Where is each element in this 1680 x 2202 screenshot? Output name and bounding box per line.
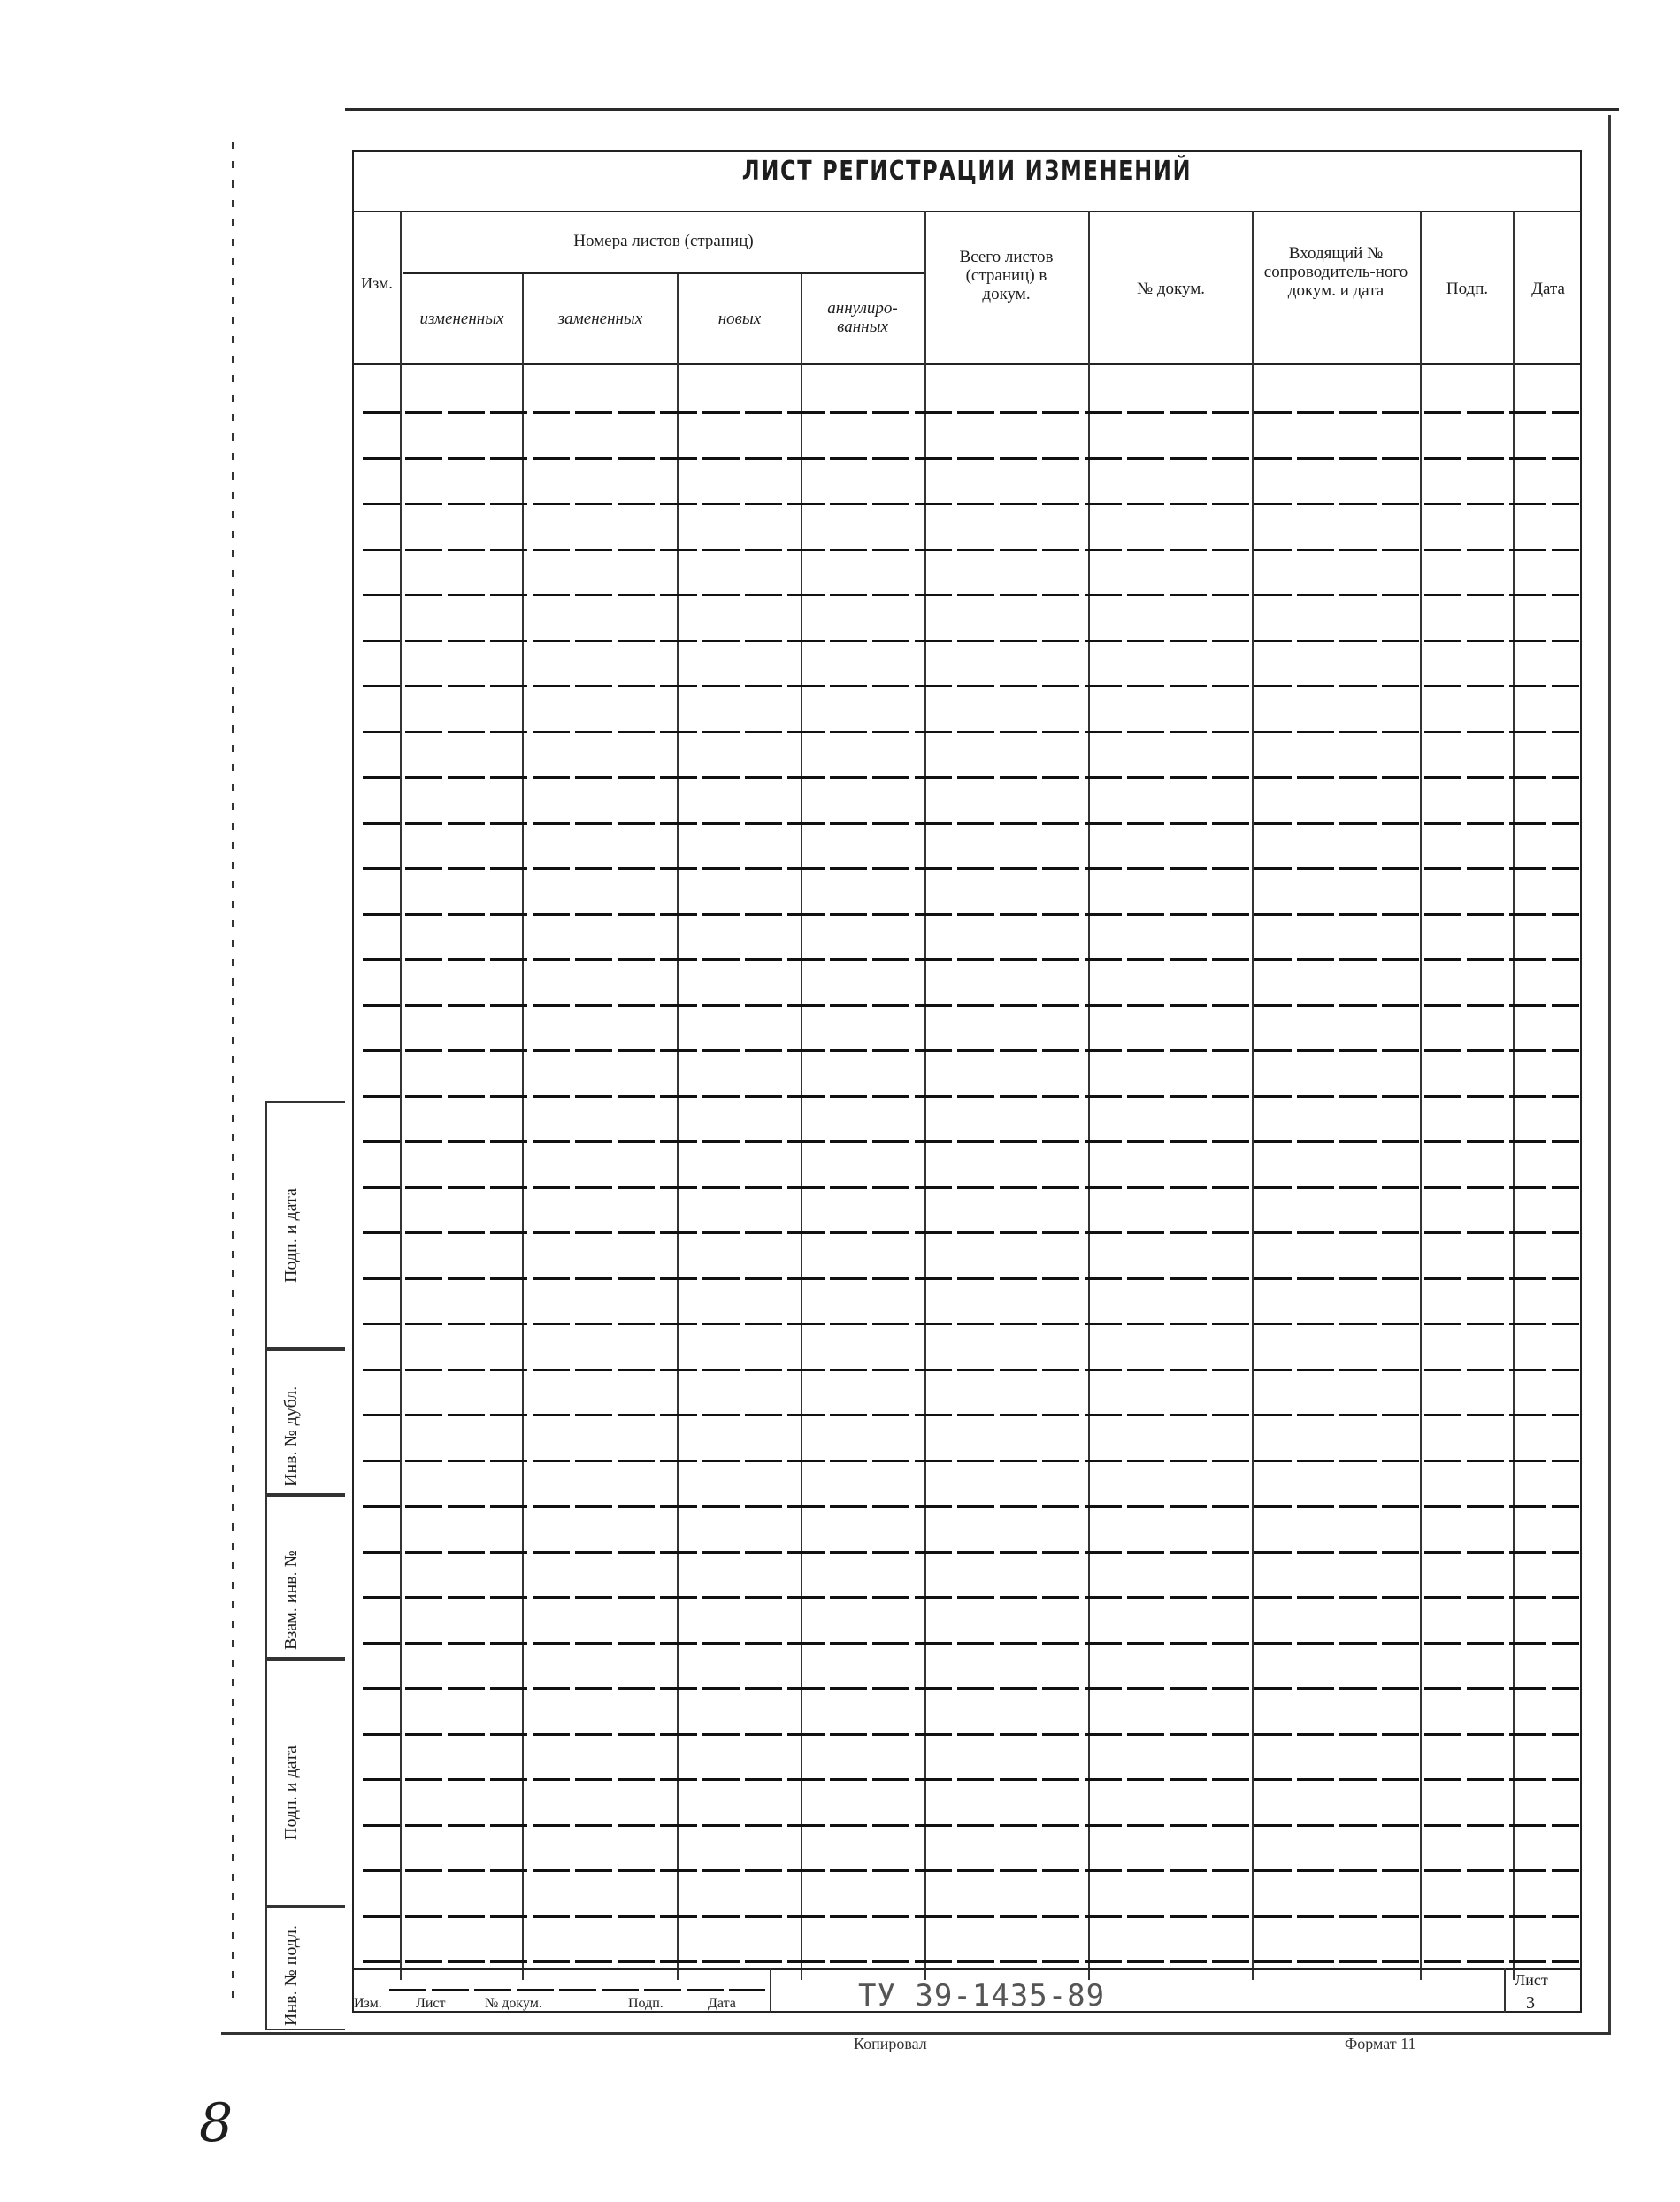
handwritten-page-number: 8 <box>199 2092 234 2154</box>
header-izm: Изм. <box>361 274 393 292</box>
table-row <box>363 1186 1579 1189</box>
title-divider <box>352 211 1582 212</box>
table-row <box>363 1369 1579 1371</box>
header-bottom-line <box>352 363 1582 365</box>
outer-frame-right <box>1608 115 1611 2035</box>
side-label-sign-date-bottom: Подп. и дата <box>281 1745 301 1840</box>
title-block-row <box>389 1989 765 1991</box>
table-row <box>363 411 1579 414</box>
table-row <box>363 867 1579 870</box>
stamp-izm: Изм. <box>354 1996 382 2011</box>
table-row <box>363 1460 1579 1462</box>
table-row <box>363 1505 1579 1508</box>
table-row <box>363 594 1579 596</box>
header-doc-number: № докум. <box>1136 280 1206 298</box>
table-row <box>363 457 1579 460</box>
header-total-sheets: Всего листов (страниц) в докум. <box>959 248 1054 303</box>
stamp-box-sign-date-bottom <box>265 1659 345 1907</box>
document-code: ТУ 39-1435-89 <box>858 1978 1106 2014</box>
footer-copied: Копировал <box>854 2035 927 2052</box>
table-row <box>363 1733 1579 1736</box>
table-row <box>363 1824 1579 1827</box>
header-annulled: аннулиро-ванных <box>827 299 898 336</box>
stamp-box-inv-podl <box>265 1907 345 2030</box>
footer-format: Формат 11 <box>1345 2035 1416 2052</box>
header-date: Дата <box>1531 280 1565 298</box>
header-changed: измененных <box>419 310 504 328</box>
table-row <box>363 1414 1579 1416</box>
col-line-new <box>801 274 802 1980</box>
table-row <box>363 1140 1579 1143</box>
table-row <box>363 1277 1579 1280</box>
header-new: новых <box>717 310 762 328</box>
table-row <box>363 1004 1579 1007</box>
stamp-box-sign-date-top <box>265 1101 345 1349</box>
table-row <box>363 913 1579 916</box>
table-row <box>363 1778 1579 1781</box>
numbers-group-divider <box>403 272 924 274</box>
table-row <box>363 1049 1579 1052</box>
table-row <box>363 958 1579 961</box>
header-signature: Подп. <box>1446 280 1489 298</box>
table-row <box>363 731 1579 733</box>
header-replaced: замененных <box>557 310 643 328</box>
table-row <box>363 822 1579 825</box>
col-line-changed <box>522 274 524 1980</box>
table-row <box>363 1095 1579 1098</box>
table-row <box>363 1551 1579 1554</box>
title-block-top <box>352 1968 1582 1970</box>
stamp-box-inv-dubl <box>265 1349 345 1495</box>
table-row <box>363 1642 1579 1645</box>
stamp-doc-no: № докум. <box>485 1996 542 2011</box>
table-row <box>363 1323 1579 1325</box>
sheet-title: ЛИСТ РЕГИСТРАЦИИ ИЗМЕНЕНИЙ <box>741 156 1193 187</box>
table-row <box>363 1596 1579 1599</box>
table-row <box>363 549 1579 551</box>
header-numbers-group: Номера листов (страниц) <box>573 232 754 250</box>
table-row <box>363 776 1579 779</box>
table-row <box>363 1915 1579 1918</box>
side-label-inv-podl: Инв. № подл. <box>281 1925 301 2026</box>
sheet-number: 3 <box>1526 1993 1535 2013</box>
side-label-inv-dubl: Инв. № дубл. <box>281 1385 301 1486</box>
table-row <box>363 685 1579 687</box>
table-row <box>363 640 1579 642</box>
side-label-vzam-inv: Взам. инв. № <box>281 1550 301 1650</box>
title-block-divider <box>770 1968 771 2013</box>
side-label-sign-date-top: Подп. и дата <box>281 1188 301 1283</box>
stamp-sign: Подп. <box>628 1996 664 2011</box>
sheet-label: Лист <box>1515 1971 1548 1989</box>
left-edge-marks <box>232 142 234 1999</box>
table-row <box>363 1869 1579 1872</box>
table-row <box>363 1231 1579 1234</box>
table-row <box>363 503 1579 505</box>
stamp-list: Лист <box>416 1996 446 2011</box>
table-row <box>363 1960 1579 1963</box>
header-incoming: Входящий № сопроводитель-ного докум. и дата <box>1263 244 1408 300</box>
stamp-box-vzam-inv <box>265 1495 345 1659</box>
stamp-date: Дата <box>708 1996 736 2011</box>
col-line-replaced <box>677 274 679 1980</box>
table-row <box>363 1687 1579 1690</box>
